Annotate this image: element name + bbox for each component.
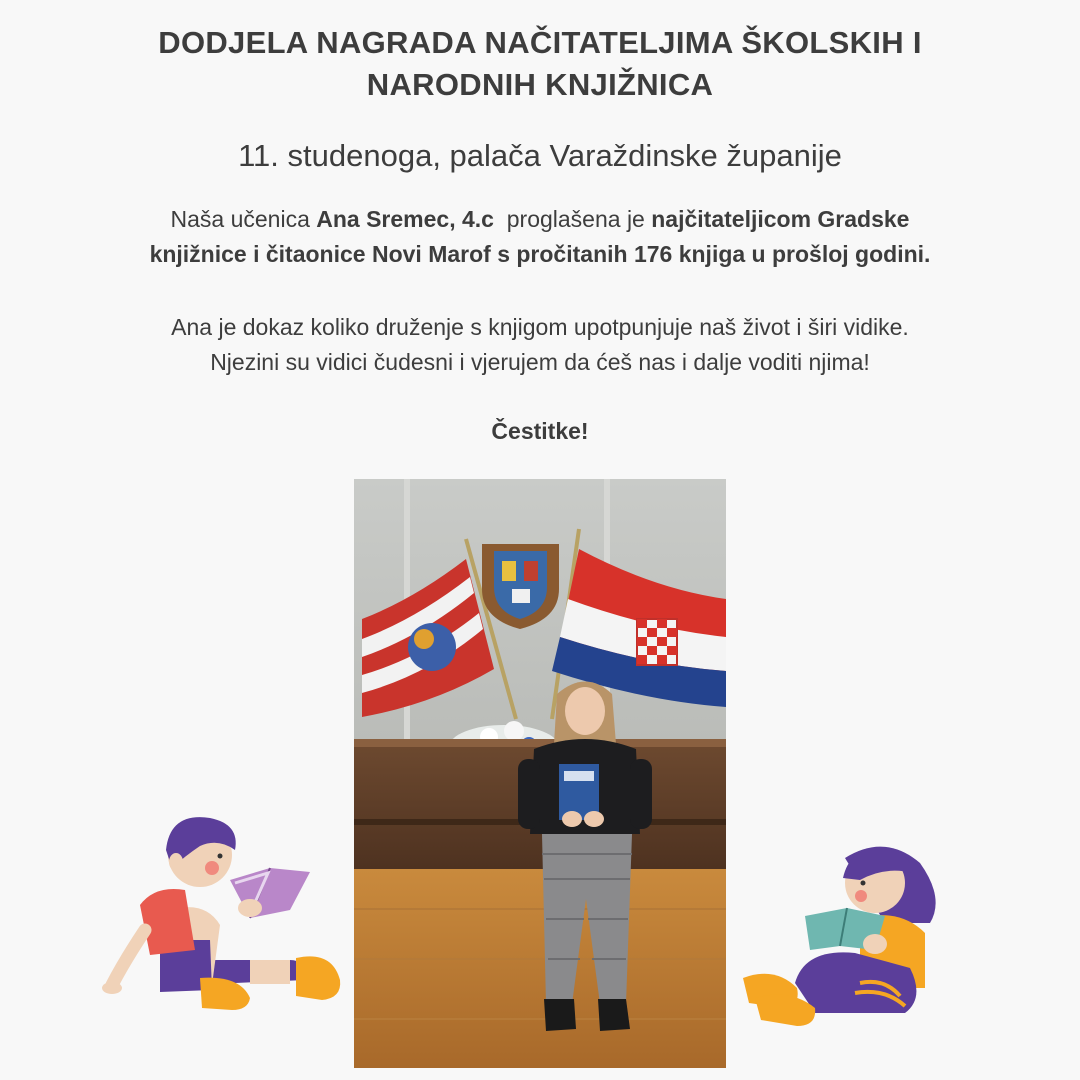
award-text-2: knjižnice i čitaonice Novi Marof s pročitanih 176 knjiga u prošloj godini. (149, 241, 931, 267)
congratulations-text: Čestitke! (491, 418, 589, 444)
event-subtitle: 11. studenoga, palača Varaždinske županije (238, 138, 842, 173)
award-text-1: najčitateljicom Gradske (651, 206, 910, 232)
announcement-paragraph (40, 202, 1040, 272)
title-line-1: DODJELA NAGRADA NAČITATELJIMA ŠKOLSKIH I (158, 25, 922, 60)
announcement-text-2: proglašena je (493, 206, 652, 232)
praise-paragraph (40, 310, 1040, 380)
title-line-2: NARODNIH KNJIŽNICA (366, 67, 714, 102)
praise-line-1: Ana je dokaz koliko druženje s knjigom upotpunjuje naš život i širi vidike. (171, 314, 909, 340)
poster-title (90, 22, 990, 106)
praise-line-2: Njezini su vidici čudesni i vjerujem da ćeš nas i dalje voditi njima! (210, 349, 870, 375)
award-photo (354, 479, 726, 1068)
girl-reading-icon (735, 838, 945, 1038)
boy-reading-icon (100, 810, 350, 1020)
student-name: Ana Sremec, 4.c (316, 206, 494, 232)
announcement-text-1: Naša učenica (170, 206, 317, 232)
